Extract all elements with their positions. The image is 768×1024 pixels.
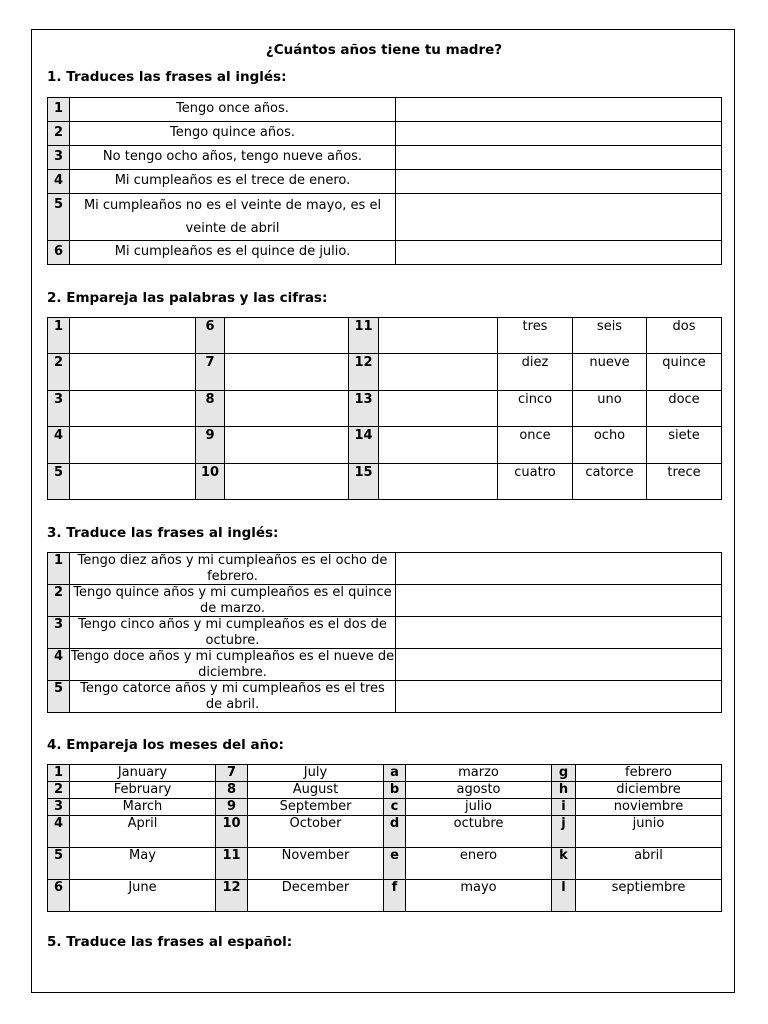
month-number: 3 bbox=[48, 799, 70, 816]
answer-cell[interactable] bbox=[396, 170, 722, 194]
month-letter: b bbox=[384, 782, 406, 799]
number-label: 13 bbox=[349, 390, 379, 426]
row-number: 3 bbox=[48, 146, 70, 170]
number-word: nueve bbox=[573, 354, 647, 390]
spanish-sentence: Tengo once años. bbox=[70, 98, 396, 122]
section-2-heading: 2. Empareja las palabras y las cifras: bbox=[47, 290, 328, 306]
number-label: 8 bbox=[196, 390, 225, 426]
number-word: cuatro bbox=[498, 463, 573, 499]
english-month: December bbox=[248, 880, 384, 912]
spanish-month: marzo bbox=[406, 765, 552, 782]
spanish-month: noviembre bbox=[576, 799, 722, 816]
row-number: 1 bbox=[48, 98, 70, 122]
spanish-sentence: Tengo doce años y mi cumpleaños es el nueve de diciembre. bbox=[70, 649, 395, 680]
spanish-sentence: Mi cumpleaños es el trece de enero. bbox=[70, 170, 396, 194]
month-letter: j bbox=[552, 816, 576, 848]
number-label: 14 bbox=[349, 427, 379, 463]
spanish-month: julio bbox=[406, 799, 552, 816]
spanish-month: enero bbox=[406, 848, 552, 880]
table-row bbox=[48, 354, 722, 390]
answer-cell[interactable] bbox=[70, 318, 196, 354]
number-label: 3 bbox=[48, 390, 70, 426]
number-word: quince bbox=[647, 354, 722, 390]
month-number: 4 bbox=[48, 816, 70, 848]
number-label: 6 bbox=[196, 318, 225, 354]
spanish-month: septiembre bbox=[576, 880, 722, 912]
table-row bbox=[48, 799, 722, 816]
month-number: 12 bbox=[216, 880, 248, 912]
answer-cell[interactable] bbox=[396, 98, 722, 122]
answer-cell[interactable] bbox=[379, 463, 498, 499]
number-label: 10 bbox=[196, 463, 225, 499]
table-row bbox=[48, 122, 722, 146]
spanish-month: agosto bbox=[406, 782, 552, 799]
answer-cell[interactable] bbox=[225, 463, 349, 499]
row-number: 5 bbox=[48, 681, 70, 713]
number-word: doce bbox=[647, 390, 722, 426]
number-label: 11 bbox=[349, 318, 379, 354]
row-number: 2 bbox=[48, 122, 70, 146]
number-label: 5 bbox=[48, 463, 70, 499]
number-word: siete bbox=[647, 427, 722, 463]
answer-cell[interactable] bbox=[225, 390, 349, 426]
spanish-sentence: Mi cumpleaños es el quince de julio. bbox=[70, 241, 396, 265]
month-number: 8 bbox=[216, 782, 248, 799]
spanish-month: mayo bbox=[406, 880, 552, 912]
spanish-sentence: Tengo quince años. bbox=[70, 122, 396, 146]
english-month: April bbox=[70, 816, 216, 848]
answer-cell[interactable] bbox=[379, 427, 498, 463]
table-row bbox=[48, 782, 722, 799]
table-row bbox=[48, 463, 722, 499]
row-number: 5 bbox=[48, 194, 70, 241]
table-row bbox=[48, 241, 722, 265]
month-letter: d bbox=[384, 816, 406, 848]
english-month: January bbox=[70, 765, 216, 782]
answer-cell[interactable] bbox=[225, 318, 349, 354]
month-letter: l bbox=[552, 880, 576, 912]
table-row bbox=[48, 848, 722, 880]
translation-table-1 bbox=[47, 97, 722, 265]
table-row bbox=[48, 617, 722, 649]
answer-cell[interactable] bbox=[70, 354, 196, 390]
number-label: 15 bbox=[349, 463, 379, 499]
month-letter: a bbox=[384, 765, 406, 782]
row-number: 6 bbox=[48, 241, 70, 265]
month-letter: k bbox=[552, 848, 576, 880]
english-month: August bbox=[248, 782, 384, 799]
answer-cell[interactable] bbox=[379, 354, 498, 390]
table-row bbox=[48, 649, 722, 681]
spanish-sentence: Tengo cinco años y mi cumpleaños es el dos de octubre. bbox=[70, 617, 396, 649]
table-row bbox=[48, 816, 722, 848]
number-label: 4 bbox=[48, 427, 70, 463]
section-5-heading: 5. Traduce las frases al español: bbox=[47, 934, 293, 950]
month-letter: i bbox=[552, 799, 576, 816]
english-month: November bbox=[248, 848, 384, 880]
english-month: October bbox=[248, 816, 384, 848]
answer-cell[interactable] bbox=[70, 427, 196, 463]
section-3-heading: 3. Traduce las frases al inglés: bbox=[47, 525, 279, 541]
spanish-month: diciembre bbox=[576, 782, 722, 799]
translation-table-3 bbox=[47, 552, 722, 713]
number-label: 7 bbox=[196, 354, 225, 390]
answer-cell[interactable] bbox=[396, 122, 722, 146]
month-number: 10 bbox=[216, 816, 248, 848]
matching-numbers-table bbox=[47, 317, 722, 500]
number-word: seis bbox=[573, 318, 647, 354]
spanish-sentence: Tengo diez años y mi cumpleaños es el ocho de febrero. bbox=[70, 553, 396, 585]
month-number: 5 bbox=[48, 848, 70, 880]
number-word: catorce bbox=[573, 463, 647, 499]
spanish-sentence: Mi cumpleaños no es el veinte de mayo, es el veinte de abril bbox=[70, 194, 396, 241]
spanish-sentence: Tengo quince años y mi cumpleaños es el quince de marzo. bbox=[70, 585, 396, 617]
number-label: 12 bbox=[349, 354, 379, 390]
english-month: July bbox=[248, 765, 384, 782]
spanish-month: febrero bbox=[576, 765, 722, 782]
number-word: ocho bbox=[573, 427, 647, 463]
section-4-heading: 4. Empareja los meses del año: bbox=[47, 737, 284, 753]
row-number: 2 bbox=[48, 585, 70, 617]
number-label: 9 bbox=[196, 427, 225, 463]
month-letter: g bbox=[552, 765, 576, 782]
table-row bbox=[48, 146, 722, 170]
month-number: 2 bbox=[48, 782, 70, 799]
month-letter: c bbox=[384, 799, 406, 816]
table-row bbox=[48, 880, 722, 912]
month-letter: e bbox=[384, 848, 406, 880]
number-word: diez bbox=[498, 354, 573, 390]
answer-cell[interactable] bbox=[396, 194, 722, 241]
number-label: 1 bbox=[48, 318, 70, 354]
month-number: 6 bbox=[48, 880, 70, 912]
number-word: dos bbox=[647, 318, 722, 354]
number-word: tres bbox=[498, 318, 573, 354]
number-label: 2 bbox=[48, 354, 70, 390]
month-number: 7 bbox=[216, 765, 248, 782]
answer-cell[interactable] bbox=[396, 649, 722, 681]
number-word: uno bbox=[573, 390, 647, 426]
table-row bbox=[48, 170, 722, 194]
table-row bbox=[48, 553, 722, 585]
answer-cell[interactable] bbox=[225, 427, 349, 463]
english-month: February bbox=[70, 782, 216, 799]
spanish-month: junio bbox=[576, 816, 722, 848]
answer-cell[interactable] bbox=[379, 318, 498, 354]
table-row bbox=[48, 427, 722, 463]
answer-cell[interactable] bbox=[225, 354, 349, 390]
english-month: May bbox=[70, 848, 216, 880]
answer-cell[interactable] bbox=[396, 681, 722, 713]
month-number: 9 bbox=[216, 799, 248, 816]
answer-cell[interactable] bbox=[396, 585, 722, 617]
number-word: once bbox=[498, 427, 573, 463]
answer-cell[interactable] bbox=[396, 553, 722, 585]
table-row bbox=[48, 681, 722, 713]
spanish-sentence: No tengo ocho años, tengo nueve años. bbox=[70, 146, 396, 170]
month-letter: h bbox=[552, 782, 576, 799]
answer-cell[interactable] bbox=[70, 463, 196, 499]
row-number: 4 bbox=[48, 649, 70, 681]
number-word: trece bbox=[647, 463, 722, 499]
table-row bbox=[48, 318, 722, 354]
section-1-heading: 1. Traduces las frases al inglés: bbox=[47, 69, 287, 85]
number-word: cinco bbox=[498, 390, 573, 426]
table-row bbox=[48, 390, 722, 426]
answer-cell[interactable] bbox=[396, 617, 722, 649]
table-row bbox=[48, 98, 722, 122]
months-matching-table bbox=[47, 764, 722, 912]
answer-cell[interactable] bbox=[70, 390, 196, 426]
answer-cell[interactable] bbox=[396, 241, 722, 265]
month-number: 1 bbox=[48, 765, 70, 782]
table-row bbox=[48, 194, 722, 241]
spanish-sentence: Tengo catorce años y mi cumpleaños es el tres de abril. bbox=[70, 681, 396, 713]
table-row bbox=[48, 585, 722, 617]
row-number: 4 bbox=[48, 170, 70, 194]
month-number: 11 bbox=[216, 848, 248, 880]
spanish-month: abril bbox=[576, 848, 722, 880]
answer-cell[interactable] bbox=[396, 146, 722, 170]
english-month: September bbox=[248, 799, 384, 816]
english-month: June bbox=[70, 880, 216, 912]
month-letter: f bbox=[384, 880, 406, 912]
row-number: 3 bbox=[48, 617, 70, 649]
page-title: ¿Cuántos años tiene tu madre? bbox=[265, 42, 503, 58]
row-number: 1 bbox=[48, 553, 70, 585]
english-month: March bbox=[70, 799, 216, 816]
answer-cell[interactable] bbox=[379, 390, 498, 426]
spanish-month: octubre bbox=[406, 816, 552, 848]
table-row bbox=[48, 765, 722, 782]
